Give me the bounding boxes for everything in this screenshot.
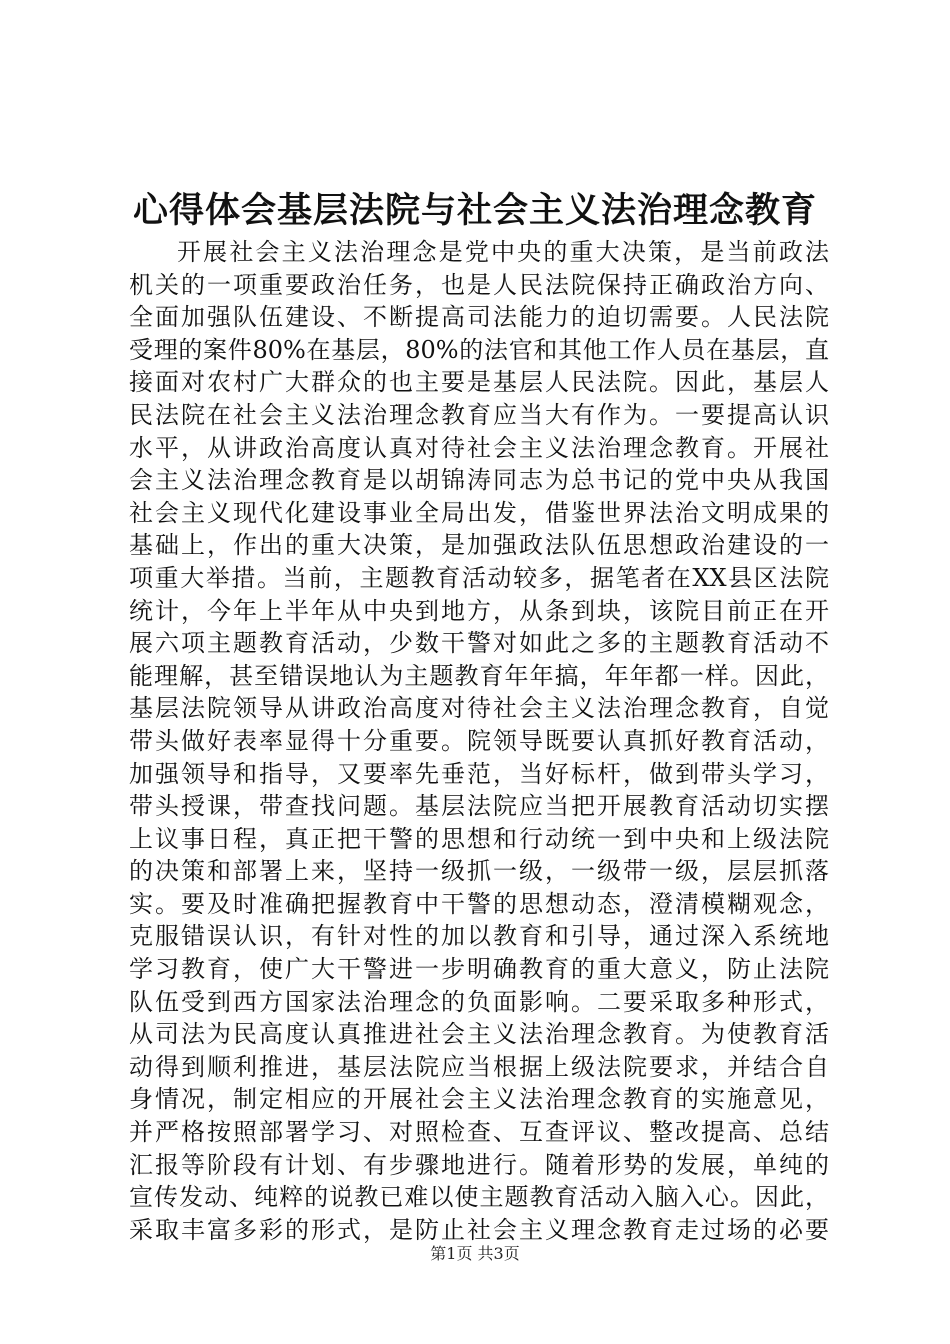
body-line: 受理的案件80%在基层，80%的法官和其他工作人员在基层，直 xyxy=(129,335,829,364)
body-line: 队伍受到西方国家法治理念的负面影响。二要采取多种形式， xyxy=(129,987,829,1016)
body-line: 采取丰富多彩的形式，是防止社会主义理念教育走过场的必要 xyxy=(129,1215,829,1244)
body-line: 学习教育，使广大干警进一步明确教育的重大意义，防止法院 xyxy=(129,955,829,984)
body-line: 接面对农村广大群众的也主要是基层人民法院。因此，基层人 xyxy=(129,368,829,397)
body-line: 基础上，作出的重大决策，是加强政法队伍思想政治建设的一 xyxy=(129,531,829,560)
body-line: 实。要及时准确把握教育中干警的思想动态，澄清模糊观念， xyxy=(129,889,829,918)
body-line: 全面加强队伍建设、不断提高司法能力的迫切需要。人民法院 xyxy=(129,303,829,332)
page-number: 第1页 共3页 xyxy=(430,1244,520,1263)
body-line: 开展社会主义法治理念是党中央的重大决策，是当前政法 xyxy=(177,238,829,266)
body-line: 基层法院领导从讲政治高度对待社会主义法治理念教育，自觉 xyxy=(129,694,829,723)
document-title: 心得体会基层法院与社会主义法治理念教育 xyxy=(132,190,817,231)
body-line: 会主义法治理念教育是以胡锦涛同志为总书记的党中央从我国 xyxy=(129,466,829,495)
body-line: 上议事日程，真正把干警的思想和行动统一到中央和上级法院 xyxy=(129,824,829,853)
body-line: 汇报等阶段有计划、有步骤地进行。随着形势的发展，单纯的 xyxy=(129,1150,829,1179)
body-line: 能理解，甚至错误地认为主题教育年年搞，年年都一样。因此， xyxy=(129,661,829,690)
body-line: 动得到顺利推进，基层法院应当根据上级法院要求，并结合自 xyxy=(129,1052,829,1081)
document-body xyxy=(129,236,829,1246)
body-line: 身情况，制定相应的开展社会主义法治理念教育的实施意见， xyxy=(129,1085,829,1114)
body-line: 统计，今年上半年从中央到地方，从条到块，该院目前正在开 xyxy=(129,596,829,625)
body-line: 带头做好表率显得十分重要。院领导既要认真抓好教育活动， xyxy=(129,726,829,755)
body-line: 水平，从讲政治高度认真对待社会主义法治理念教育。开展社 xyxy=(129,433,829,462)
body-line: 的决策和部署上来，坚持一级抓一级，一级带一级，层层抓落 xyxy=(129,857,829,886)
body-line: 社会主义现代化建设事业全局出发，借鉴世界法治文明成果的 xyxy=(129,498,829,527)
body-line: 并严格按照部署学习、对照检查、互查评议、整改提高、总结 xyxy=(129,1118,829,1147)
body-line: 宣传发动、纯粹的说教已难以使主题教育活动入脑入心。因此， xyxy=(129,1183,829,1212)
body-line: 带头授课，带查找问题。基层法院应当把开展教育活动切实摆 xyxy=(129,792,829,821)
body-line: 从司法为民高度认真推进社会主义法治理念教育。为使教育活 xyxy=(129,1020,829,1049)
body-line: 展六项主题教育活动，少数干警对如此之多的主题教育活动不 xyxy=(129,629,829,658)
body-line: 项重大举措。当前，主题教育活动较多，据笔者在XX县区法院 xyxy=(129,563,829,592)
body-line: 加强领导和指导，又要率先垂范，当好标杆，做到带头学习， xyxy=(129,759,829,788)
body-line: 民法院在社会主义法治理念教育应当大有作为。一要提高认识 xyxy=(129,400,829,429)
body-line: 克服错误认识，有针对性的加以教育和引导，通过深入系统地 xyxy=(129,922,829,951)
body-line: 机关的一项重要政治任务，也是人民法院保持正确政治方向、 xyxy=(129,270,829,299)
